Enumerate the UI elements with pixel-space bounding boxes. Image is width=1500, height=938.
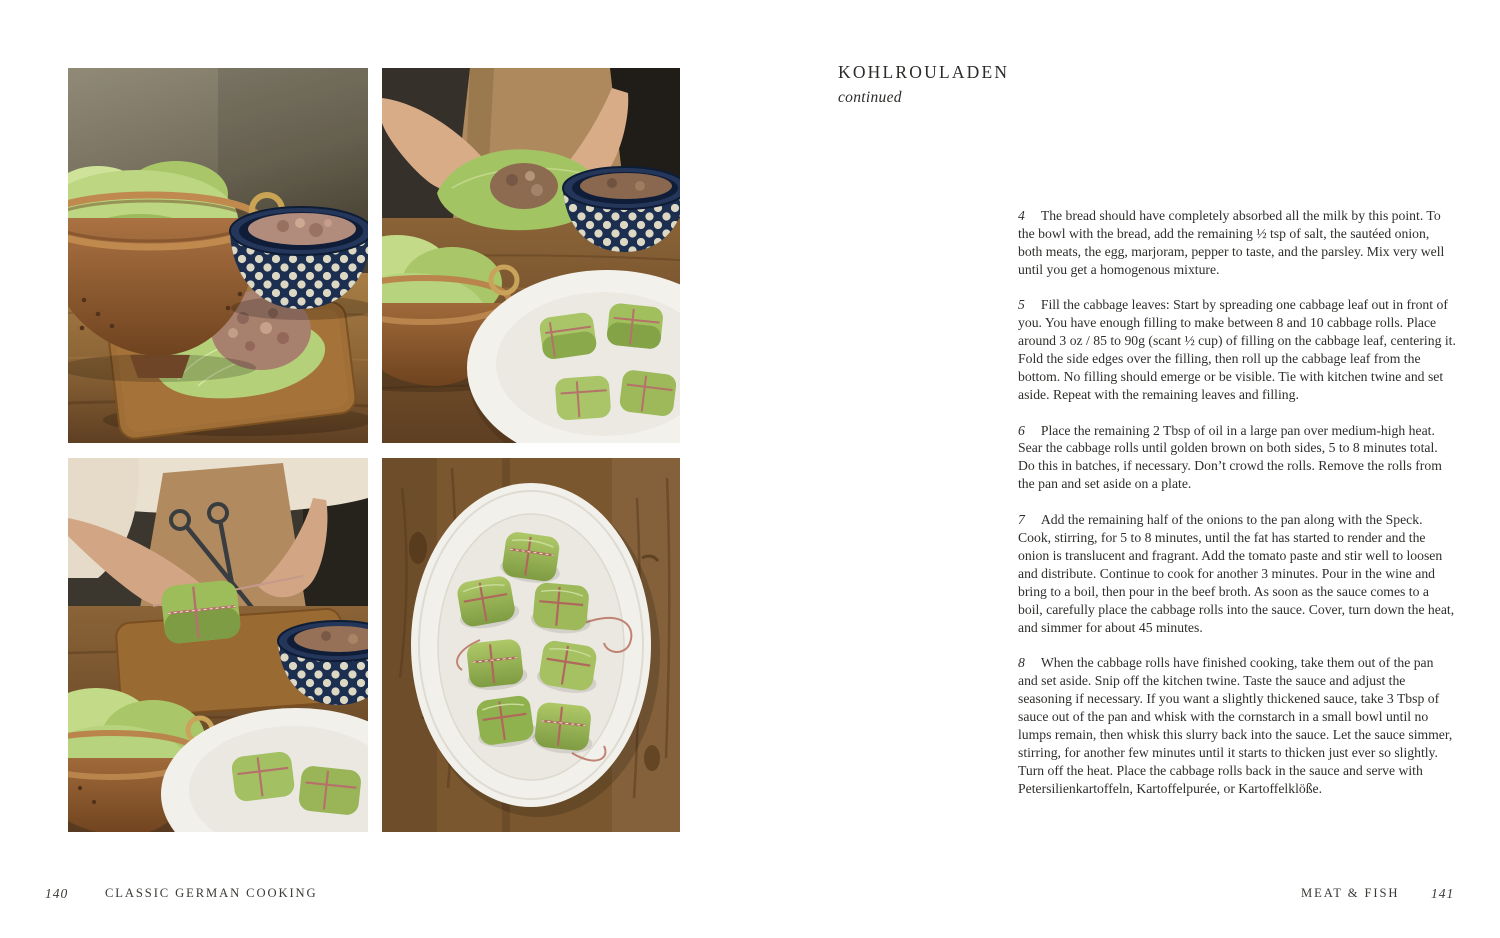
- photo-2-illustration: [382, 68, 680, 443]
- photo-4-illustration: [382, 458, 680, 832]
- right-page-number: 141: [1431, 886, 1455, 901]
- photo-colander-filling-board: [68, 68, 368, 443]
- recipe-step-6: [1018, 422, 1456, 494]
- recipe-step-8: [1018, 654, 1456, 798]
- recipe-subtitle: continued: [838, 89, 902, 106]
- recipe-steps: [1018, 207, 1456, 815]
- step-number: 5: [1018, 297, 1025, 313]
- photo-1-illustration: [68, 68, 368, 443]
- recipe-step-4: [1018, 207, 1456, 279]
- right-running-head: MEAT & FISH: [1301, 886, 1400, 900]
- photo-platter-of-rolls: [382, 458, 680, 832]
- step-text: Add the remaining half of the onions to the pan along with the Speck. Cook, stirring, for 5 to 8 minutes, until the fat has started to render and the onion is translucent and fragrant. Add the tomato paste and stir well to loosen and distribute. Continue to cook for another 3 minutes. Pour in the wine and bring to a boil, then pour in the beef broth. As soon as the sauce comes to a boil, carefully place the cabbage rolls into the sauce. Cover, turn down the heat, and simmer for about 45 minutes.: [1018, 511, 1455, 635]
- photo-snipping-twine: [68, 458, 368, 832]
- step-text: Fill the cabbage leaves: Start by spreading one cabbage leaf out in front of you. You have enough filling to make between 8 and 10 cabbage rolls. Place around 3 oz / 85 to 90g (scant ½ cup) of filling on the cabbage leaf, centering it. Fold the side edges over the filling, then roll up the cabbage leaf from the bottom. No filling should emerge or be visible. Tie with kitchen twine and set aside. Repeat with the remaining leaves and filling.: [1018, 297, 1456, 403]
- left-page-number: 140: [45, 886, 69, 901]
- step-text: Place the remaining 2 Tbsp of oil in a large pan over medium-high heat. Sear the cabbage rolls until golden brown on both sides, 5 to 8 minutes total. Do this in batches, if necessary. Don’t crowd the rolls. Remove the rolls from the pan and set aside on a plate.: [1018, 422, 1442, 492]
- recipe-title-block: [838, 62, 1009, 107]
- step-text: When the cabbage rolls have finished cooking, take them out of the pan and set aside. Snip off the kitchen twine. Taste the sauce and adjust the seasoning if necessary. If you want a slightly thickened sauce, take 3 Tbsp of sauce out of the pan and whisk with the cornstarch in a small bowl until no lumps remain, then whisk this slurry back into the sauce. Let the sauce simmer, stirring, for another few minutes until it starts to thicken just ever so slightly. Turn off the heat. Place the cabbage rolls back in the sauce and serve with Petersilienkartoffeln, Kartoffelpurée, or Kartoffelklöße.: [1018, 655, 1453, 796]
- step-text: The bread should have completely absorbed all the milk by this point. To the bowl with the bread, add the remaining ½ tsp of salt, the sautéed onion, both meats, the egg, marjoram, pepper to taste, and the parsley. Mix very well until you get a homogenous mixture.: [1018, 208, 1445, 277]
- step-number: 6: [1018, 422, 1025, 438]
- step-number: 4: [1018, 208, 1025, 223]
- step-number: 8: [1018, 655, 1025, 671]
- photo-3-illustration: [68, 458, 368, 832]
- photo-filling-leaf-hands: [382, 68, 680, 443]
- recipe-step-7: [1018, 511, 1456, 637]
- left-running-head: CLASSIC GERMAN COOKING: [105, 886, 318, 900]
- step-number: 7: [1018, 511, 1025, 527]
- recipe-step-5: [1018, 296, 1456, 404]
- recipe-title: KOHLROULADEN: [838, 62, 1010, 82]
